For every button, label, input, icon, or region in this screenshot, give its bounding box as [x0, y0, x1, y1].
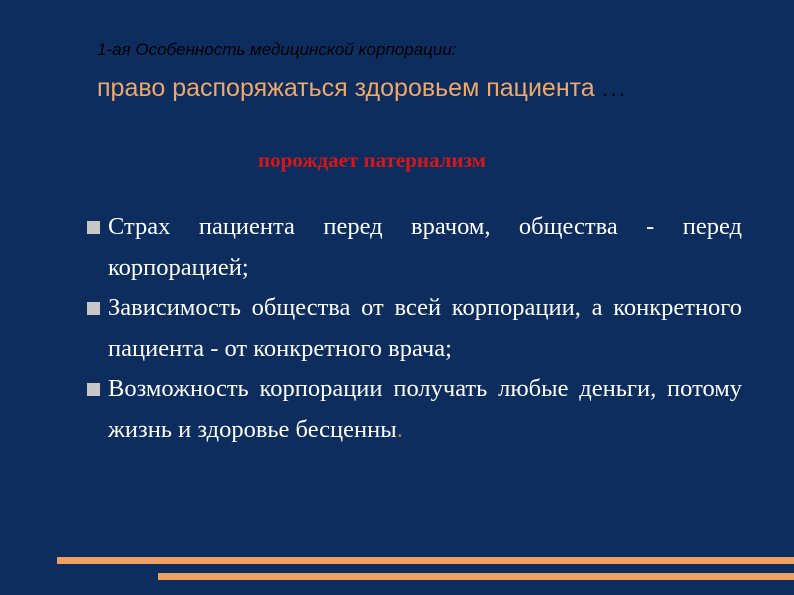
- square-bullet-icon: [87, 221, 100, 234]
- decorative-stripe-bottom: [158, 573, 794, 580]
- bullet-text: Зависимость общества от всей корпорации, а конкретного пациента - от конкретного врача;: [108, 294, 742, 362]
- bullet-text: [108, 369, 742, 450]
- decorative-stripe-top: [57, 557, 794, 564]
- slide-subtitle: 1-ая Особенность медицинской корпорации:: [97, 40, 457, 59]
- heading-main-text: право распоряжаться здоровьем пациента: [97, 74, 595, 102]
- bullet-text: Страх пациента перед врачом, общества - перед корпорацией;: [108, 213, 742, 281]
- square-bullet-icon: [87, 302, 100, 315]
- slide-heading: [97, 72, 717, 105]
- square-bullet-icon: [87, 383, 100, 396]
- bullet-text-main: Возможность корпорации получать любые деньги, потому жизнь и здоровье бесценны: [108, 375, 742, 443]
- conclusion-text: порождает патернализм: [258, 148, 486, 172]
- list-item: [87, 369, 742, 450]
- heading-ellipsis: …: [594, 75, 626, 102]
- bullet-trailing-dot: .: [396, 415, 403, 443]
- bullet-list: [87, 207, 742, 450]
- list-item: [87, 288, 742, 369]
- list-item: [87, 207, 742, 288]
